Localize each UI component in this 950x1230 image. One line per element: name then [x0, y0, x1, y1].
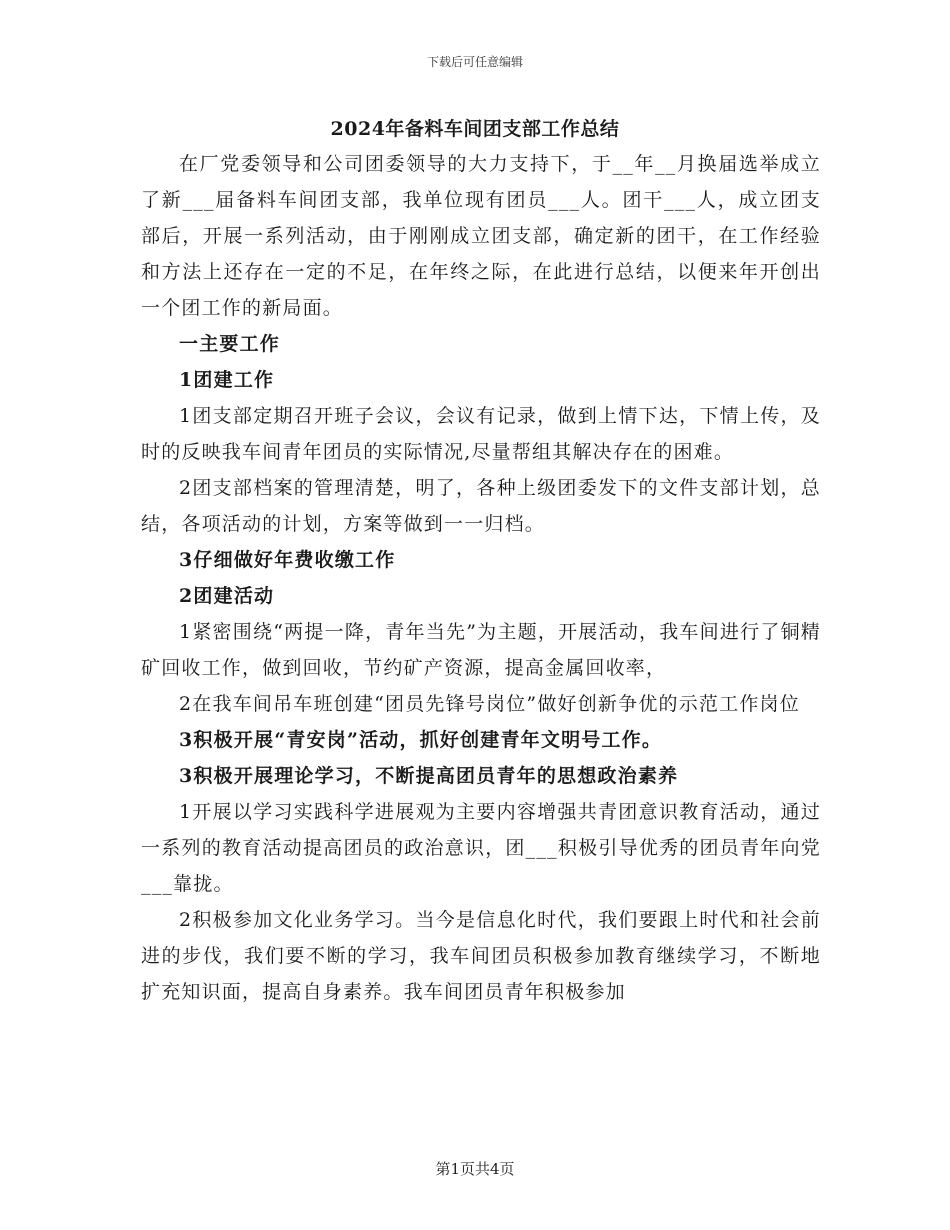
- paragraph-meetings: 1团支部定期召开班子会议，会议有记录，做到上情下达，下情上传，及时的反映我车间青年团员的实际情况,尽量帮组其解决存在的困难。: [141, 405, 821, 463]
- intro-paragraph: 在厂党委领导和公司团委领导的大力支持下，于__年__月换届选举成立了新___届备料车间团支部，我单位现有团员___人。团干___人，成立团支部后，开展一系列活动，由于刚刚成立团支部，确定新的团干，在工作经验和方法上还存在一定的不足，在年终之际，在此进行总结，以便来年开创出一个团工作的新局面。: [141, 153, 821, 319]
- document-title: 2024年备料车间团支部工作总结: [330, 118, 620, 140]
- document-body: [141, 146, 821, 1010]
- paragraph-culture-study: 2积极参加文化业务学习。当今是信息化时代，我们要跟上时代和社会前进的步伐，我们要不断的学习，我车间团员积极参加教育继续学习，不断地扩充知识面，提高自身素养。我车间团员青年积极参加: [141, 909, 821, 1003]
- subsection-heading-activities: 2团建活动: [179, 585, 275, 607]
- heading-fee-collection: 3仔细做好年费收缴工作: [179, 549, 396, 571]
- paragraph-education-activity: 1开展以学习实践科学进展观为主要内容增强共青团意识教育活动，通过一系列的教育活动提高团员的政治意识，团___积极引导优秀的团员青年向党___靠拢。: [141, 801, 821, 895]
- paragraph-theme-activity: 1紧密围绕“两提一降，青年当先”为主题，开展活动，我车间进行了铜精矿回收工作，做到回收，节约矿产资源，提高金属回收率，: [141, 621, 821, 679]
- heading-theory-study: 3积极开展理论学习，不断提高团员青年的思想政治素养: [179, 765, 679, 787]
- section-heading-main-work: 一主要工作: [179, 333, 281, 355]
- subsection-heading-league-building: 1团建工作: [179, 369, 275, 391]
- page-footer: 第1页共4页: [435, 1160, 515, 1178]
- page-header: 下载后可任意编辑: [426, 55, 523, 69]
- paragraph-vanguard-post: 2在我车间吊车班创建“团员先锋号岗位”做好创新争优的示范工作岗位: [179, 693, 800, 715]
- paragraph-archives: 2团支部档案的管理清楚，明了，各种上级团委发下的文件支部计划，总结，各项活动的计划，方案等做到一一归档。: [141, 477, 821, 535]
- heading-safety-post: 3积极开展“青安岗”活动，抓好创建青年文明号工作。: [179, 729, 663, 751]
